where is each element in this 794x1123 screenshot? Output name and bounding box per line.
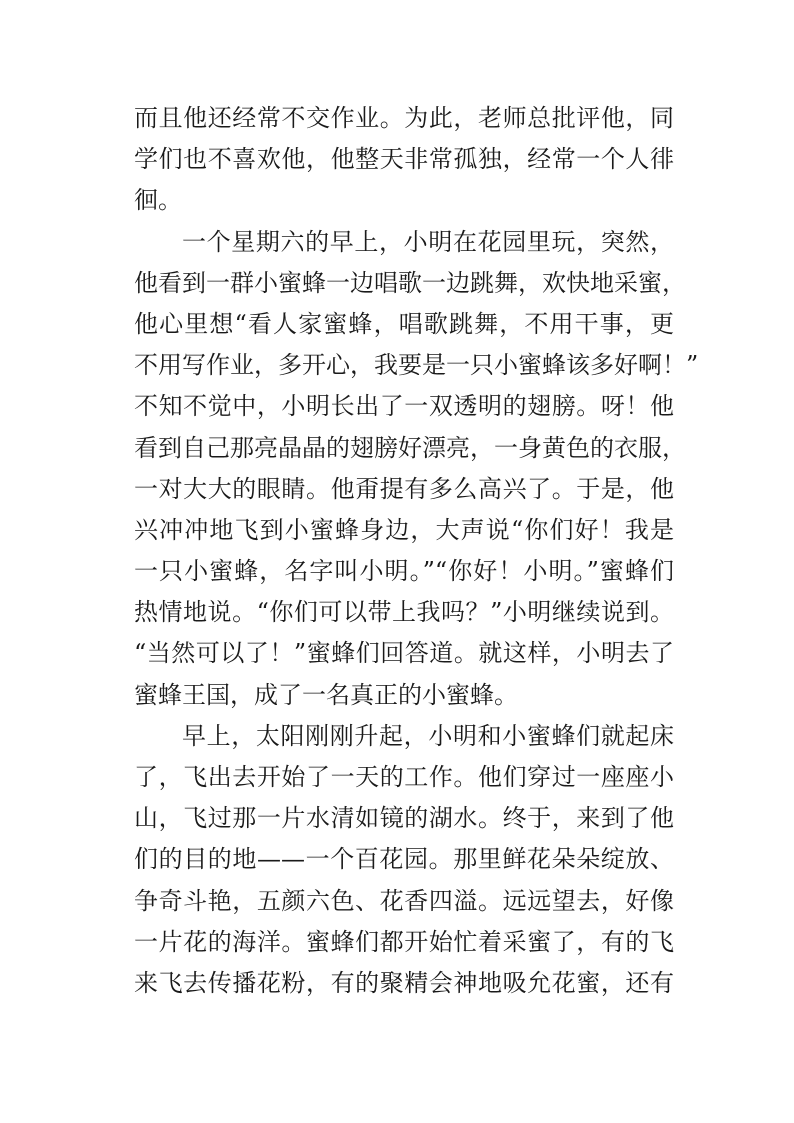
text-line: 们的目的地——一个百花园。那里鲜花朵朵绽放、 bbox=[134, 845, 674, 874]
text-line: 一对大大的眼睛。他甭提有多么高兴了。于是，他 bbox=[134, 474, 674, 503]
text-line: 他心里想“看人家蜜蜂，唱歌跳舞，不用干事，更 bbox=[134, 309, 674, 338]
text-line: 一只小蜜蜂，名字叫小明。”“你好！小明。”蜜蜂们 bbox=[134, 557, 674, 586]
text-line: 一片花的海洋。蜜蜂们都开始忙着采蜜了，有的飞 bbox=[134, 927, 674, 956]
text-line: 来飞去传播花粉，有的聚精会神地吸允花蜜，还有 bbox=[134, 968, 674, 997]
text-line: 不知不觉中，小明长出了一双透明的翅膀。呀！他 bbox=[134, 392, 674, 421]
text-line: 他看到一群小蜜蜂一边唱歌一边跳舞，欢快地采蜜， bbox=[134, 268, 686, 297]
text-line: 了，飞出去开始了一天的工作。他们穿过一座座小 bbox=[134, 763, 674, 791]
text-line: “当然可以了！”蜜蜂们回答道。就这样，小明去了 bbox=[134, 639, 674, 668]
text-line: 兴冲冲地飞到小蜜蜂身边，大声说“你们好！我是 bbox=[134, 515, 674, 544]
paragraph-start-line: 一个星期六的早上，小明在花园里玩，突然， bbox=[182, 227, 674, 256]
text-line: 不用写作业，多开心，我要是一只小蜜蜂该多好啊！” bbox=[134, 351, 699, 380]
story-text bbox=[134, 98, 699, 1004]
text-line: 山，飞过那一片水清如镜的湖水。终于，来到了他 bbox=[134, 804, 674, 833]
text-line: 而且他还经常不交作业。为此，老师总批评他，同 bbox=[134, 104, 674, 132]
text-line: 蜜蜂王国，成了一名真正的小蜜蜂。 bbox=[134, 680, 518, 709]
paragraph-start-line: 早上，太阳刚刚升起，小明和小蜜蜂们就起床 bbox=[182, 721, 674, 750]
text-line: 看到自己那亮晶晶的翅膀好漂亮，一身黄色的衣服， bbox=[134, 433, 686, 462]
text-line: 徊。 bbox=[134, 186, 182, 215]
text-line: 学们也不喜欢他，他整天非常孤独，经常一个人徘 bbox=[134, 145, 674, 174]
text-line: 热情地说。“你们可以带上我吗？”小明继续说到。 bbox=[134, 598, 674, 627]
text-line: 争奇斗艳，五颜六色、花香四溢。远远望去，好像 bbox=[134, 886, 674, 915]
